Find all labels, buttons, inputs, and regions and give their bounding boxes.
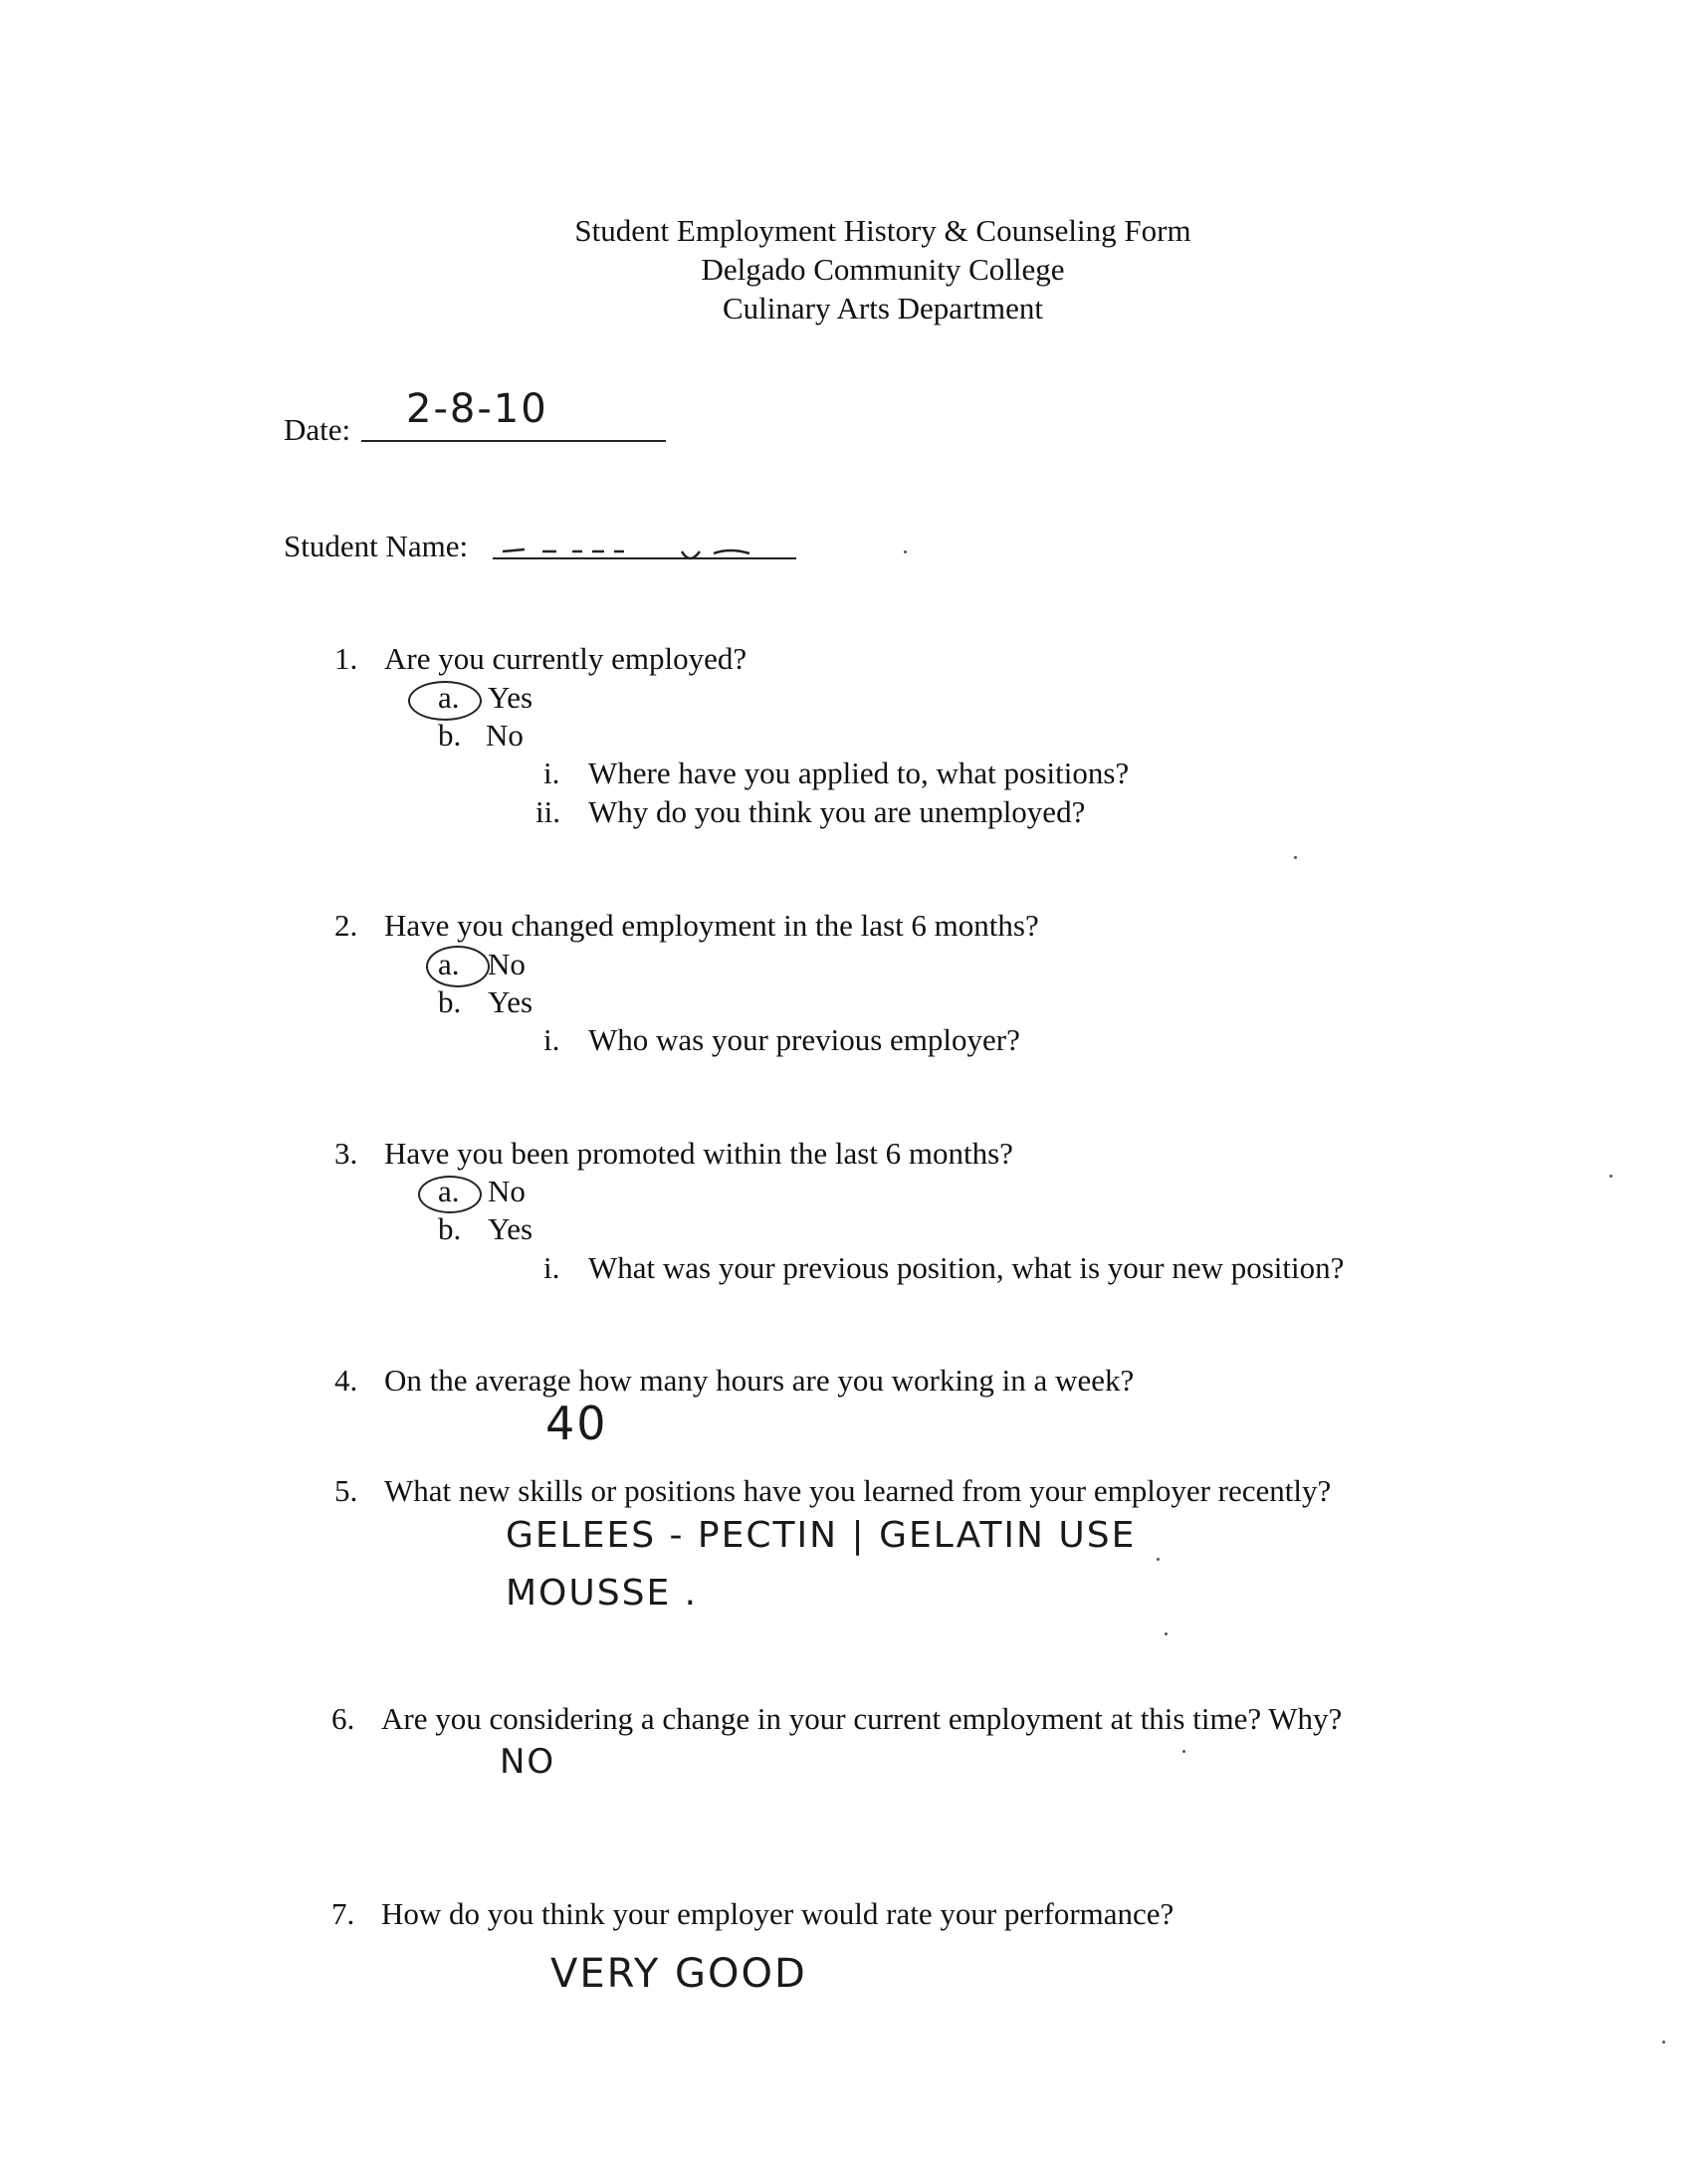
scan-speck: [1609, 1175, 1612, 1178]
scan-speck: [1294, 856, 1297, 859]
q3-option-a[interactable]: No: [488, 1174, 526, 1208]
scan-speck: [1662, 2041, 1665, 2044]
scan-speck: [1182, 1750, 1185, 1753]
q2-selection-circle: [426, 946, 490, 987]
q4-text: On the average how many hours are you working in a week?: [384, 1363, 1135, 1398]
q1-text: Are you currently employed?: [384, 641, 747, 676]
date-label: Date:: [284, 412, 351, 447]
q3-sub-i: What was your previous position, what is your new position?: [588, 1250, 1345, 1285]
q2-sub-i-marker: i.: [543, 1022, 560, 1057]
date-value[interactable]: 2-8-10: [406, 386, 548, 432]
q2-text: Have you changed employment in the last 6 months?: [384, 908, 1039, 943]
q1-selection-circle: [408, 681, 482, 721]
q5-number: 5.: [334, 1473, 358, 1508]
q7-text: How do you think your employer would rate your performance?: [381, 1896, 1174, 1931]
redacted-name-scribble: [493, 532, 801, 565]
q2-option-a-marker: a.: [438, 947, 460, 981]
q5-answer-line2[interactable]: MOUSSE .: [506, 1573, 699, 1614]
q2-number: 2.: [334, 908, 358, 943]
q5-answer-line1[interactable]: GELEES - PECTIN | GELATIN USE: [506, 1515, 1137, 1556]
q3-option-b-marker: b.: [438, 1211, 462, 1246]
q3-text: Have you been promoted within the last 6 months?: [384, 1136, 1013, 1171]
scan-speck: [904, 550, 907, 553]
q2-option-b-marker: b.: [438, 984, 462, 1019]
q7-answer[interactable]: VERY GOOD: [550, 1951, 807, 1997]
q3-option-b[interactable]: Yes: [488, 1211, 534, 1246]
form-title: Student Employment History & Counseling Form: [574, 213, 1191, 248]
q1-sub-i: Where have you applied to, what positions?: [588, 756, 1130, 790]
q1-option-b-marker: b.: [438, 718, 462, 753]
college-name: Delgado Community College: [701, 252, 1065, 287]
q2-sub-i: Who was your previous employer?: [588, 1022, 1020, 1057]
student-name-label: Student Name:: [284, 529, 469, 563]
q1-option-a[interactable]: Yes: [488, 680, 534, 715]
q5-text: What new skills or positions have you learned from your employer recently?: [384, 1473, 1332, 1508]
q6-text: Are you considering a change in your current employment at this time? Why?: [381, 1701, 1343, 1736]
q3-option-a-marker: a.: [438, 1174, 460, 1208]
q3-selection-circle: [418, 1176, 482, 1213]
scan-speck: [1165, 1632, 1168, 1635]
q3-sub-i-marker: i.: [543, 1250, 560, 1285]
department-name: Culinary Arts Department: [723, 291, 1043, 325]
q4-number: 4.: [334, 1363, 358, 1398]
q1-sub-ii-marker: ii.: [535, 794, 560, 829]
q6-answer[interactable]: NO: [500, 1742, 556, 1782]
q6-number: 6.: [331, 1701, 355, 1736]
q1-option-b[interactable]: No: [486, 718, 524, 753]
q1-number: 1.: [334, 641, 358, 676]
q1-sub-ii: Why do you think you are unemployed?: [588, 794, 1086, 829]
scan-speck: [1157, 1558, 1160, 1561]
q7-number: 7.: [331, 1896, 355, 1931]
q3-number: 3.: [334, 1136, 358, 1171]
q4-answer[interactable]: 40: [545, 1397, 608, 1450]
q1-sub-i-marker: i.: [543, 756, 560, 790]
q2-option-a[interactable]: No: [488, 947, 526, 981]
q1-option-a-marker: a.: [438, 680, 460, 715]
date-underline: [361, 440, 666, 442]
q2-option-b[interactable]: Yes: [488, 984, 534, 1019]
